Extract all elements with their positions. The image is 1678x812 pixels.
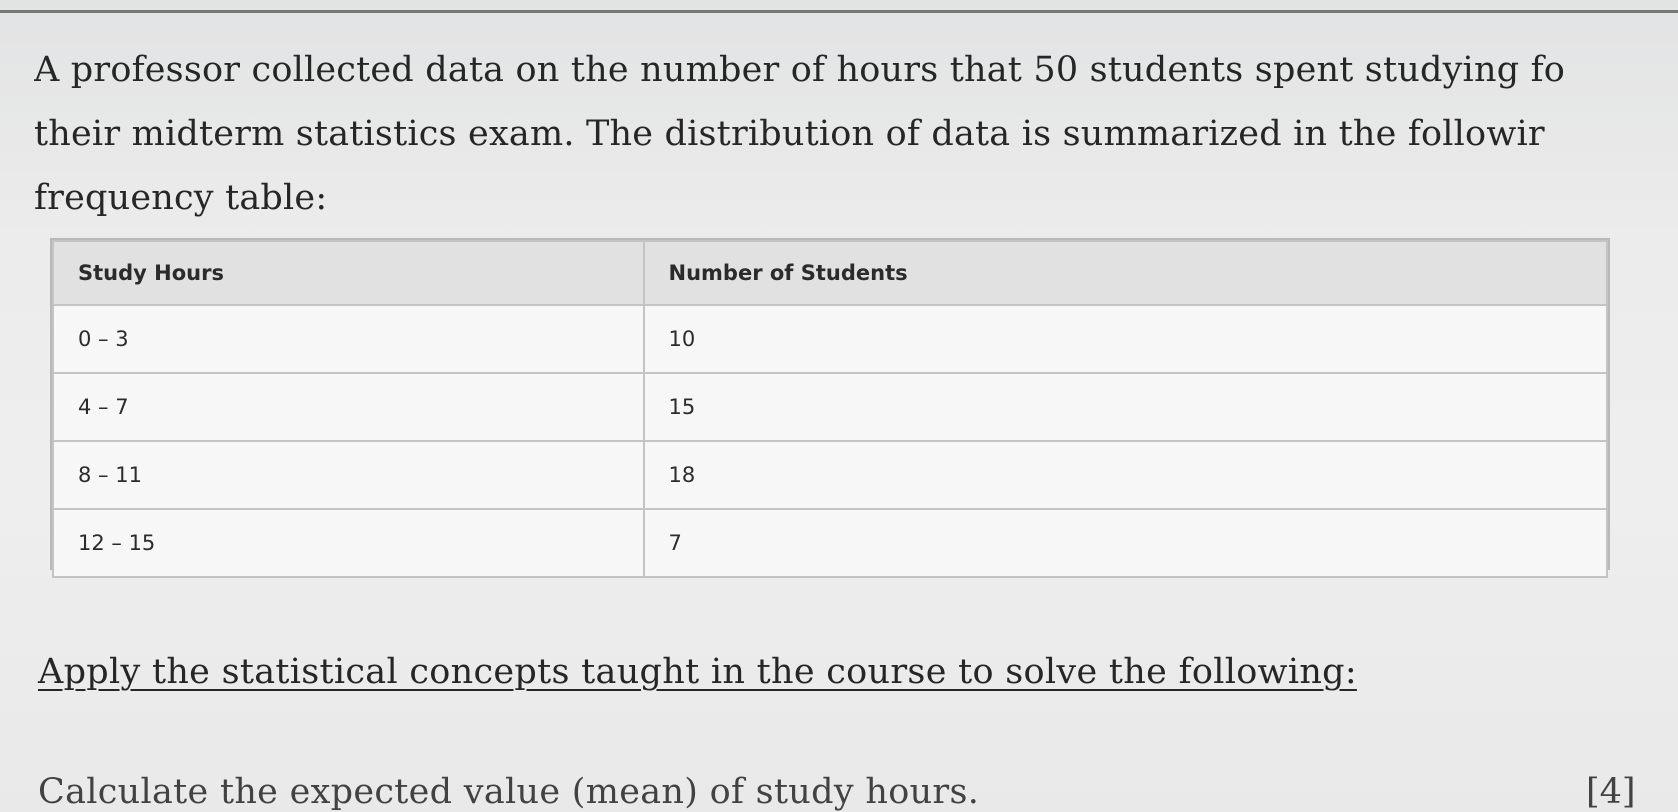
table-row [53, 441, 1607, 509]
cell-number-of-students: 18 [644, 441, 1607, 509]
cell-study-hours: 0 – 3 [53, 305, 644, 373]
table-header-row [53, 241, 1607, 305]
problem-statement-line-3: frequency table: [34, 178, 328, 218]
header-study-hours: Study Hours [53, 241, 644, 305]
question-text: Calculate the expected value (mean) of study hours. [38, 772, 980, 812]
table-row [53, 305, 1607, 373]
cell-study-hours: 8 – 11 [53, 441, 644, 509]
cell-study-hours: 12 – 15 [53, 509, 644, 577]
problem-statement-line-1: A professor collected data on the number of hours that 50 students spent studying fo [34, 50, 1566, 90]
frequency-table [52, 240, 1608, 578]
problem-statement [34, 38, 1674, 230]
cell-number-of-students: 15 [644, 373, 1607, 441]
table-row [53, 509, 1607, 577]
frequency-table-container [50, 238, 1610, 570]
cell-number-of-students: 10 [644, 305, 1607, 373]
top-divider [0, 10, 1678, 13]
cell-study-hours: 4 – 7 [53, 373, 644, 441]
question-marks: [4] [1586, 772, 1636, 812]
problem-statement-line-2: their midterm statistics exam. The distribution of data is summarized in the followir [34, 114, 1545, 154]
cell-number-of-students: 7 [644, 509, 1607, 577]
table-row [53, 373, 1607, 441]
header-number-of-students: Number of Students [644, 241, 1607, 305]
instruction-heading: Apply the statistical concepts taught in the course to solve the following: [38, 652, 1357, 692]
